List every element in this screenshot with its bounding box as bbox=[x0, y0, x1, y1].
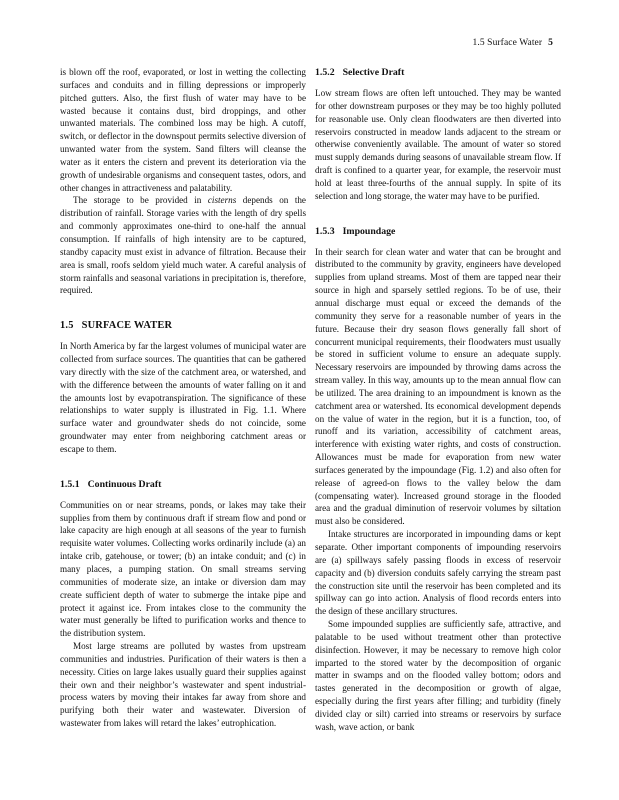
running-head bbox=[473, 38, 553, 48]
subsection-number: 1.5.1 bbox=[60, 478, 80, 490]
subsection-number: 1.5.3 bbox=[315, 225, 335, 237]
paragraph-impounded-supplies: Some impounded supplies are sufficiently safe, attractive, and palatable to be used without treatment other than protective disinfection. However, it may be necessary to remove high color imparted to the stored water by the decomposition of organic matter in swamps and on the flooded valley bottom; odors and tastes generated in the decomposition or growth of algae, especially during the first years after filling; and turbidity (finely divided clay or silt) carried into streams or reservoirs by surface wash, wave action, or bank bbox=[315, 619, 561, 732]
paragraph-cistern-storage bbox=[60, 194, 306, 297]
section-number: 1.5 bbox=[60, 320, 74, 332]
paragraph-polluted-streams: Most large streams are polluted by wastes from upstream communities and industries. Purification of their waters is then a necessity. Cities on large lakes usually guard their supplies against their own and their neighbor’s wastewater and spent industrial-process waters by moving their intakes far away from shore and purifying both their water and wastewater. Diversion of wastewater from lakes will retard the lakes’ eutrophication. bbox=[60, 641, 306, 729]
subsection-heading-continuous-draft bbox=[60, 478, 306, 491]
subsection-heading-impoundage bbox=[315, 225, 561, 238]
text-run: The storage to be provided in bbox=[73, 195, 208, 206]
paragraph-surface-water: In North America by far the largest volumes of municipal water are collected from surface sources. The quantities that can be gathered vary directly with the size of the catchment area, or watershed, and with the difference between the amounts of water falling on it and the amounts lost by evapotranspiration. The significance of these relationships to water supply is illustrated in Fig. 1.1. Where surface water and groundwater sheds do not coincide, some groundwater may enter from neighboring catchment areas or escape to them. bbox=[60, 341, 306, 454]
subsection-title: Impoundage bbox=[342, 225, 396, 237]
paragraph-impoundage: In their search for clean water and water that can be brought and distributed to the community by gravity, engineers have developed supplies from upland streams. Most of them are tapped near their source in high and sparsely settled regions. To be of use, their annual discharge must equal or exceed the demands of the community they serve for a reasonable number of years in the future. Because their dry season flows generally fall short of concurrent municipal requirements, their floodwaters must usually be stored in sufficient volume to ensure an adequate supply. Necessary reservoirs are impounded by throwing dams across the stream valley. In this way, amounts up to the mean annual flow can be utilized. The area draining to an impoundment is known as the catchment area or watershed. Its economical development depends on the value of water in the region, but it is a function, too, of runoff and its variation, accessibility of catchment areas, interference with existing water rights, and costs of construction. Allowances must be made for evaporation from new water surfaces generated by the impoundage (Fig. 1.2) and also often for release of agreed-on flows to the valley below the dam (compensating water). Increased ground storage in the flooded area and the gradual diminution of reservoir volumes by siltation must also be considered. bbox=[315, 246, 561, 527]
section-title: SURFACE WATER bbox=[81, 320, 173, 332]
subsection-title: Continuous Draft bbox=[87, 478, 162, 490]
left-column bbox=[60, 66, 306, 730]
section-heading-surface-water bbox=[60, 319, 306, 332]
running-title: 1.5 Surface Water bbox=[472, 38, 543, 48]
page-number: 5 bbox=[548, 38, 553, 48]
paragraph-continuous-draft: Communities on or near streams, ponds, or lakes may take their supplies from them by continuous draft if stream flow and pond or lake capacity are high enough at all seasons of the year to furnish requisite water volumes. Collecting works ordinarily include (a) an intake crib, gatehouse, or tower; (b) an intake conduit; and (c) in many places, a pumping station. On small streams serving communities of moderate size, an intake or diversion dam may create sufficient depth of water to submerge the intake pipe and protect it against ice. From intakes close to the community the water must generally be lifted to purification works and thence to the distribution system. bbox=[60, 499, 306, 639]
right-column bbox=[315, 66, 561, 734]
paragraph-intake-structures: Intake structures are incorporated in impounding dams or kept separate. Other important components of impounding reservoirs are (a) spillways safely passing floods in excess of reservoir capacity and (b) diversion conduits safely carrying the stream past the construction site until the reservoir has been completed and its spillway can go into action. Analysis of flood records enters into the design of these ancillary structures. bbox=[315, 529, 561, 617]
paragraph-selective-draft: Low stream flows are often left untouched. They may be wanted for other downstream purposes or they may be too highly polluted for reasonable use. Only clean floodwaters are then diverted into reservoirs constructed in meadow lands adjacent to the stream or otherwise conveniently available. The amount of water so stored must supply demands during seasons of unavailable stream flow. If draft is confined to a quarter year, for example, the reservoir must hold at least three-fourths of the annual supply. In spite of its selection and long storage, the water may have to be purified. bbox=[315, 88, 561, 201]
subsection-heading-selective-draft bbox=[315, 66, 561, 79]
text-run: depends on the distribution of rainfall. Storage varies with the length of dry spells and commonly approximates one-third to one-half the annual consumption. If rainfalls of high intensity are to be captured, standby capacity must exist in advance of filtration. Because their area is small, roofs seldom yield much water. A careful analysis of storm rainfalls and seasonal variations in precipitation is, therefore, required. bbox=[60, 195, 306, 296]
emphasis-cisterns: cisterns bbox=[207, 195, 237, 206]
subsection-title: Selective Draft bbox=[342, 67, 405, 78]
paragraph-cistern-losses: is blown off the roof, evaporated, or lost in wetting the collecting surfaces and conduits and in filling depressions or improperly pitched gutters. Also, the first flush of water may have to be wasted because it contains dust, bird droppings, and other unwanted materials. The combined loss may be high. A cutoff, switch, or deflector in the downspout permits selective diversion of unwanted water from the system. Sand filters will cleanse the water as it enters the cistern and prevent its deterioration via the growth of undesirable organisms and consequent tastes, odors, and other changes in attractiveness and palatability. bbox=[60, 67, 306, 193]
subsection-number: 1.5.2 bbox=[315, 67, 335, 78]
